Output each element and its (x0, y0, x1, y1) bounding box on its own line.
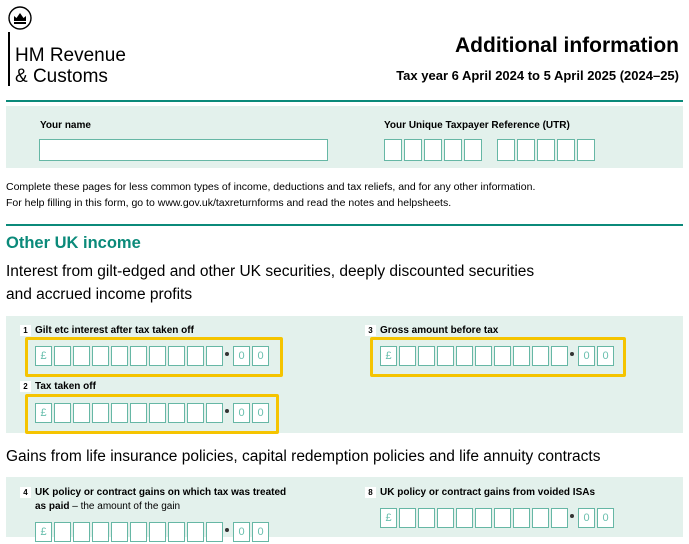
currency-symbol: £ (35, 346, 52, 366)
q4-amount-field[interactable] (35, 522, 271, 544)
name-input[interactable] (39, 139, 328, 161)
pence-digit: 0 (252, 346, 269, 366)
pence-digit: 0 (233, 403, 250, 423)
q8-amount-field[interactable] (380, 508, 616, 530)
pence-digit: 0 (252, 522, 269, 542)
q4-label: 4 UK policy or contract gains on which tax was treated (20, 486, 286, 500)
q2-label: 2 Tax taken off (20, 380, 96, 394)
q3-number: 3 (365, 325, 376, 336)
tax-year: Tax year 6 April 2024 to 5 April 2025 (2024–25) (396, 68, 679, 83)
pence-digit: 0 (233, 346, 250, 366)
intro-text: Complete these pages for less common types of income, deductions and tax reliefs, and for any other information. For help filling in this form, go to www.gov.uk/taxreturnforms and read the notes and helpsheets. (6, 181, 536, 209)
pence-digit: 0 (578, 346, 595, 366)
q4-label-line2: as paid – the amount of the gain (35, 501, 181, 512)
q1-number: 1 (20, 325, 31, 336)
royal-crest-icon (8, 6, 32, 30)
section-rule (6, 224, 683, 226)
q3-label: 3 Gross amount before tax (365, 324, 498, 338)
currency-symbol: £ (380, 346, 397, 366)
q1-amount-field[interactable] (35, 346, 271, 368)
q3-amount-field[interactable] (380, 346, 616, 368)
q2-amount-field[interactable] (35, 403, 271, 425)
header-rule (6, 100, 683, 102)
pence-digit: 0 (252, 403, 269, 423)
q4-number: 4 (20, 487, 31, 498)
currency-symbol: £ (35, 403, 52, 423)
pence-digit: 0 (578, 508, 595, 528)
pence-digit: 0 (597, 508, 614, 528)
q1-label: 1 Gilt etc interest after tax taken off (20, 324, 194, 338)
currency-symbol: £ (35, 522, 52, 542)
page-title: Additional information (455, 34, 679, 57)
utr-input[interactable] (384, 139, 600, 161)
logo-bar (8, 32, 10, 86)
subheading-interest: Interest from gilt-edged and other UK securities, deeply discounted securities and accrued income profits (6, 263, 535, 303)
utr-label: Your Unique Taxpayer Reference (UTR) (384, 120, 570, 131)
pence-digit: 0 (233, 522, 250, 542)
q2-number: 2 (20, 381, 31, 392)
hmrc-logo-text: HM Revenue & Customs (15, 45, 126, 87)
pence-digit: 0 (597, 346, 614, 366)
currency-symbol: £ (380, 508, 397, 528)
section-title: Other UK income (6, 234, 141, 252)
subheading-gains: Gains from life insurance policies, capital redemption policies and life annuity contracts (6, 448, 601, 465)
q8-label: 8 UK policy or contract gains from voided ISAs (365, 486, 595, 500)
name-label: Your name (40, 120, 91, 131)
q8-number: 8 (365, 487, 376, 498)
